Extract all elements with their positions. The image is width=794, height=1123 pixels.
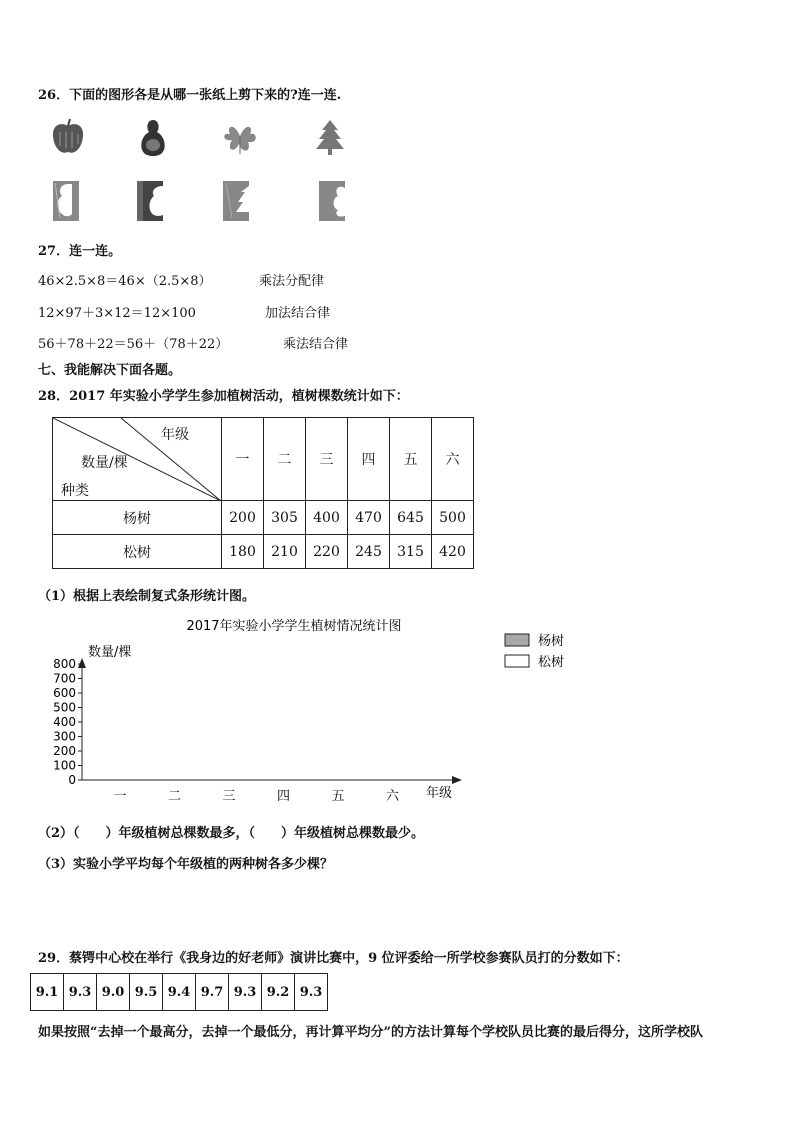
gourd-shape-icon [136, 118, 170, 158]
y-tick-label: 600 [53, 686, 76, 700]
header-count: 数量/棵 [81, 455, 128, 471]
table-cell: 500 [432, 501, 474, 535]
section-7-heading: 七、我能解决下面各题。 [38, 363, 182, 378]
table-cell: 315 [390, 535, 432, 569]
score-cell: 9.2 [262, 974, 295, 1011]
tree-count-table [52, 417, 474, 569]
q28-sub2: （2）（ ）年级植树总棵数最多，（ ）年级植树总棵数最少。 [38, 826, 425, 841]
y-tick-label: 100 [53, 758, 76, 773]
x-tick-label: 一 [113, 789, 127, 804]
y-axis-arrow [78, 658, 86, 668]
q27-left-3: 56＋78＋22＝56＋（78＋22） [38, 337, 229, 352]
score-cell: 9.3 [295, 974, 328, 1011]
score-cell: 9.0 [97, 974, 130, 1011]
table-cell: 645 [390, 501, 432, 535]
grade-header: 六 [432, 418, 474, 501]
table-cell: 400 [306, 501, 348, 535]
chart-xlabel: 年级 [426, 786, 453, 801]
q28-sub3: （3）实验小学平均每个年级植的两种树各多少棵？ [38, 857, 334, 872]
folded-paper-1-icon [52, 180, 82, 222]
x-tick-label: 二 [167, 789, 182, 804]
table-row [53, 535, 474, 569]
x-tick-label: 四 [276, 789, 291, 804]
table-cell: 470 [348, 501, 390, 535]
q28-text: 28．2017 年实验小学学生参加植树活动，植树棵数统计如下： [38, 389, 409, 404]
q29-text: 29．蔡锷中心校在举行《我身边的好老师》演讲比赛中，9 位评委给一所学校参赛队员打的分数如下： [38, 951, 629, 966]
grade-header: 二 [264, 418, 306, 501]
table-cell: 210 [264, 535, 306, 569]
table-corner-header [53, 418, 222, 501]
row-label: 杨树 [53, 501, 222, 535]
flower-shape-icon [220, 118, 260, 156]
x-tick-label: 三 [222, 789, 236, 804]
bar-chart [40, 612, 600, 812]
y-tick-label: 300 [53, 729, 76, 744]
legend-swatch-pine [505, 655, 529, 667]
y-tick-label: 400 [53, 715, 76, 729]
pine-tree-shape-icon [312, 118, 348, 158]
q27-text: 27．连一连。 [38, 244, 122, 259]
legend-swatch-poplar [505, 634, 529, 646]
table-cell: 200 [222, 501, 264, 535]
chart-ylabel: 数量/棵 [88, 645, 132, 660]
table-cell: 245 [348, 535, 390, 569]
q26-text: 26．下面的图形各是从哪一张纸上剪下来的?连一连. [38, 88, 342, 103]
y-tick-label: 500 [53, 700, 76, 715]
grade-header: 五 [390, 418, 432, 501]
table-cell: 305 [264, 501, 306, 535]
header-kind: 种类 [61, 483, 89, 499]
grade-header: 一 [222, 418, 264, 501]
x-axis-arrow [452, 776, 462, 784]
table-cell: 420 [432, 535, 474, 569]
chart-title: 2017年实验小学学生植树情况统计图 [186, 619, 402, 634]
row-label: 松树 [53, 535, 222, 569]
legend-label-pine: 松树 [538, 655, 565, 670]
table-cell: 220 [306, 535, 348, 569]
grade-header: 四 [348, 418, 390, 501]
table-cell: 180 [222, 535, 264, 569]
y-tick-label: 800 [53, 657, 76, 671]
y-tick-label: 700 [53, 671, 76, 686]
header-grade: 年级 [161, 427, 189, 443]
y-tick-label: 200 [53, 744, 76, 758]
score-table [30, 973, 328, 1011]
folded-paper-3-icon [222, 180, 252, 222]
y-tick-label: 0 [68, 773, 76, 787]
x-tick-label: 六 [385, 789, 400, 804]
q28-sub1: （1）根据上表绘制复式条形统计图。 [38, 589, 256, 604]
score-cell: 9.3 [64, 974, 97, 1011]
folded-paper-4-icon [318, 180, 348, 222]
table-row [53, 501, 474, 535]
apple-shape-icon [48, 118, 88, 158]
grade-header: 三 [306, 418, 348, 501]
x-tick-label: 五 [331, 789, 345, 804]
score-cell: 9.7 [196, 974, 229, 1011]
score-cell: 9.4 [163, 974, 196, 1011]
folded-paper-2-icon [136, 180, 166, 222]
q29-followup: 如果按照“去掉一个最高分，去掉一个最低分，再计算平均分”的方法计算每个学校队员比赛的最后得分，这所学校队 [38, 1025, 703, 1040]
score-cell: 9.1 [31, 974, 64, 1011]
q27-right-3: 乘法结合律 [283, 337, 349, 352]
score-cell: 9.5 [130, 974, 163, 1011]
legend-label-poplar: 杨树 [538, 634, 565, 649]
score-cell: 9.3 [229, 974, 262, 1011]
q27-left-2: 12×97＋3×12＝12×100 [38, 306, 196, 321]
q27-right-1: 乘法分配律 [259, 274, 325, 289]
q27-left-1: 46×2.5×8＝46×（2.5×8） [38, 274, 212, 289]
q27-right-2: 加法结合律 [265, 306, 331, 321]
